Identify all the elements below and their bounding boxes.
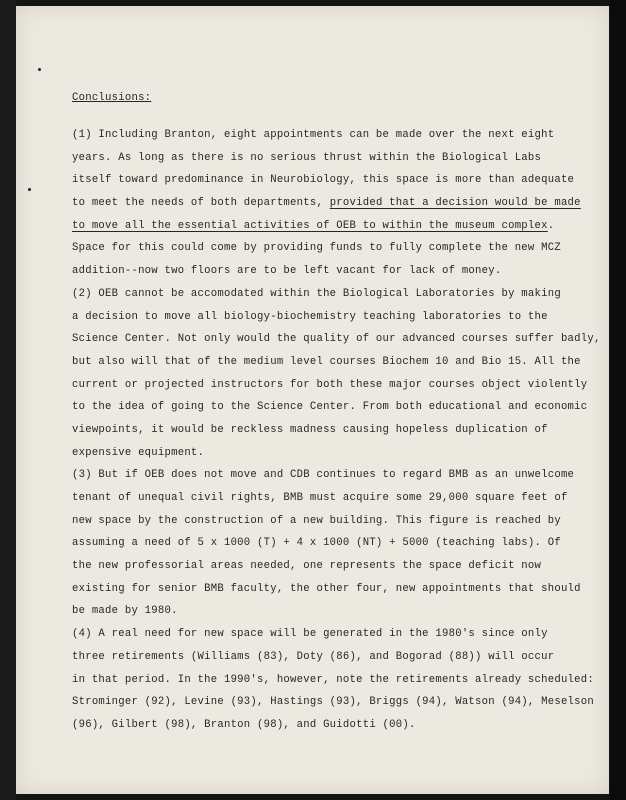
text-line: in that period. In the 1990's, however, note the retirements already scheduled: [72, 673, 594, 686]
text-line: new space by the construction of a new building. This figure is reached by [72, 514, 561, 527]
text-line: but also will that of the medium level courses Biochem 10 and Bio 15. All the [72, 355, 581, 368]
text-line: (1) Including Branton, eight appointments can be made over the next eight [72, 129, 555, 141]
scan-left-border [0, 0, 16, 800]
scan-right-border [610, 0, 626, 800]
text-line: Science Center. Not only would the quality of our advanced courses suffer badly, [72, 333, 601, 346]
conclusions-heading: Conclusions: [72, 92, 152, 104]
text-line: to the idea of going to the Science Center. From both educational and economic [72, 401, 588, 414]
text-segment: . [547, 219, 555, 232]
text-line: three retirements (Williams (83), Doty (86), and Bogorad (88)) will occur [72, 650, 555, 663]
text-line: viewpoints, it would be reckless madness causing hopeless duplication of [72, 423, 548, 436]
document-body [72, 92, 601, 737]
text-line: (2) OEB cannot be accomodated within the Biological Laboratories by making [72, 287, 561, 300]
text-line: addition--now two floors are to be left vacant for lack of money. [72, 265, 502, 278]
text-line: a decision to move all biology-biochemistry teaching laboratories to the [72, 310, 548, 323]
text-line: expensive equipment. [72, 446, 205, 459]
text-line: (96), Gilbert (98), Branton (98), and Guidotti (00). [72, 718, 416, 731]
text-line: tenant of unequal civil rights, BMB must acquire some 29,000 square feet of [72, 492, 568, 504]
text-line: (3) But if OEB does not move and CDB continues to regard BMB as an unwelcome [72, 469, 575, 482]
text-line: current or projected instructors for both these major courses object violently [72, 378, 588, 391]
text-line: assuming a need of 5 x 1000 (T) + 4 x 1000 (NT) + 5000 (teaching labs). Of [72, 537, 561, 550]
underlined-text: to move all the essential activities of OEB to within the museum complex [72, 219, 548, 232]
text-line: itself toward predominance in Neurobiology, this space is more than adequate [72, 174, 575, 187]
text-line: existing for senior BMB faculty, the other four, new appointments that should [72, 582, 581, 595]
text-line: be made by 1980. [72, 605, 178, 618]
text-line: Strominger (92), Levine (93), Hastings (93), Briggs (94), Watson (94), Meselson [72, 696, 594, 709]
text-line: years. As long as there is no serious thrust within the Biological Labs [72, 151, 542, 164]
text-line: (4) A real need for new space will be generated in the 1980's since only [72, 628, 548, 641]
text-line: the new professorial areas needed, one represents the space deficit now [72, 560, 542, 573]
underlined-text: provided that a decision would be made [329, 197, 581, 210]
text-line [72, 215, 572, 238]
text-segment: to meet the needs of both departments, [72, 197, 330, 210]
text-line [72, 192, 581, 215]
document-page [16, 6, 609, 794]
scan-speck [28, 188, 31, 191]
scan-speck [38, 68, 41, 71]
text-line: Space for this could come by providing funds to fully complete the new MCZ [72, 242, 561, 255]
